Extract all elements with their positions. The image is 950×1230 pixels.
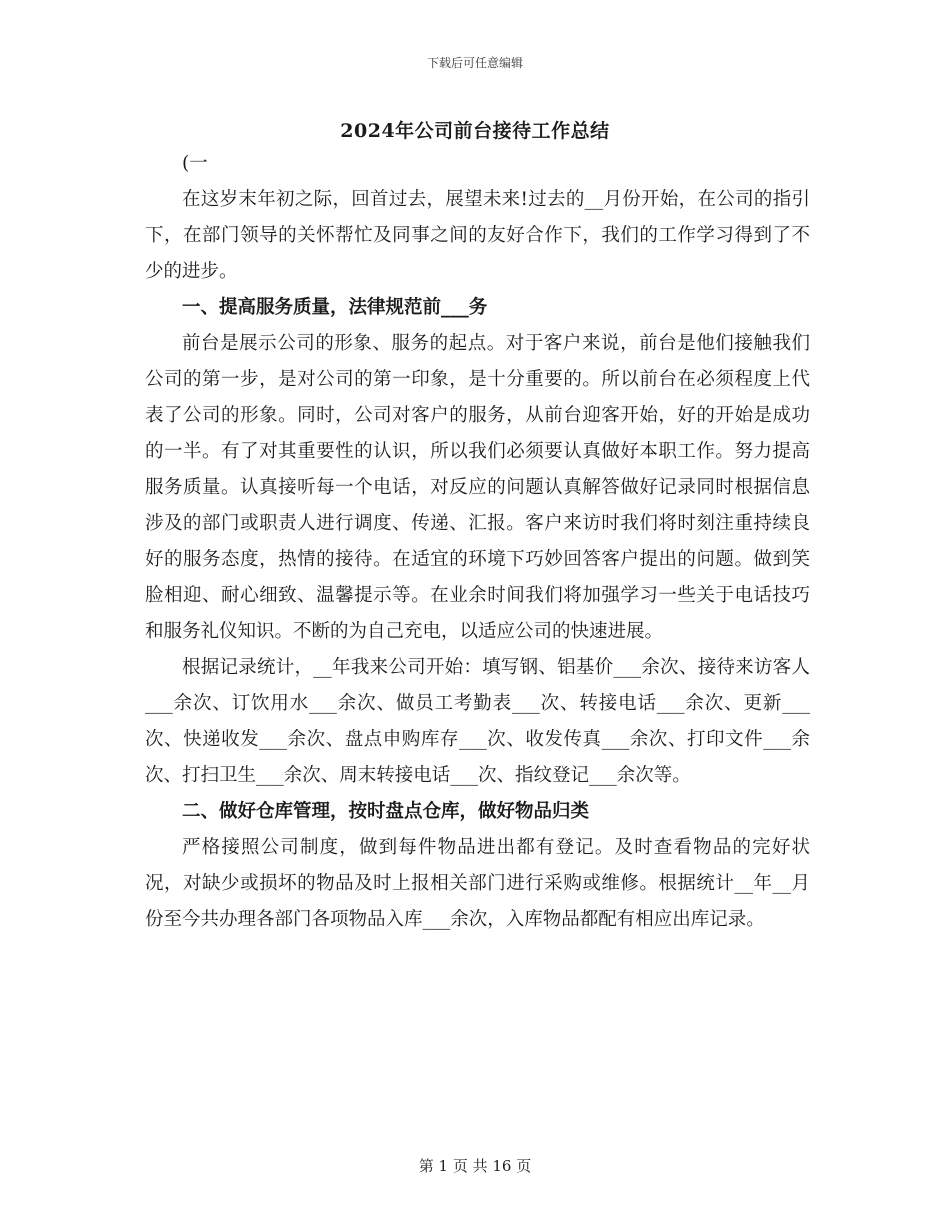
paragraph-intro: 在这岁末年初之际，回首过去，展望未来!过去的__月份开始，在公司的指引下，在部门领导的关怀帮忙及同事之间的友好合作下，我们的工作学习得到了不少的进步。 xyxy=(145,189,810,282)
section-heading-1: 一、提高服务质量，法律规范前___务 xyxy=(182,297,488,318)
document-title: 2024年公司前台接待工作总结 xyxy=(340,120,610,142)
paragraph-service-quality: 前台是展示公司的形象、服务的起点。对于客户来说，前台是他们接触我们公司的第一步，是对公司的第一印象，是十分重要的。所以前台在必须程度上代表了公司的形象。同时，公司对客户的服务，从前台迎客开始，好的开始是成功的一半。有了对其重要性的认识，所以我们必须要认真做好本职工作。努力提高服务质量。认真接听每一个电话，对反应的问题认真解答做好记录同时根据信息涉及的部门或职责人进行调度、传递、汇报。客户来访时我们将时刻注重持续良好的服务态度，热情的接待。在适宜的环境下巧妙回答客户提出的问题。做到笑脸相迎、耐心细致、温馨提示等。在业余时间我们将加强学习一些关于电话技巧和服务礼仪知识。不断的为自己充电，以适应公司的快速进展。 xyxy=(145,333,810,642)
page-number: 第 1 页 共 16 页 xyxy=(418,1157,532,1175)
document-body xyxy=(145,146,810,938)
section-heading-2: 二、做好仓库管理，按时盘点仓库，做好物品归类 xyxy=(182,801,590,822)
header-note: 下载后可任意编辑 xyxy=(426,56,523,70)
paragraph-section-marker: (一 xyxy=(182,153,208,174)
paragraph-statistics: 根据记录统计，__年我来公司开始：填写钢、铝基价___余次、接待来访客人___余次、订饮用水___余次、做员工考勤表___次、转接电话___余次、更新___次、快递收发___余次、盘点申购库存___次、收发传真___余次、打印文件___余次、打扫卫生___余次、周末转接电话___次、指纹登记___余次等。 xyxy=(145,657,810,786)
paragraph-warehouse: 严格接照公司制度，做到每件物品进出都有登记。及时查看物品的完好状况，对缺少或损坏的物品及时上报相关部门进行采购或维修。根据统计__年__月份至今共办理各部门各项物品入库___余次，入库物品都配有相应出库记录。 xyxy=(145,837,810,930)
